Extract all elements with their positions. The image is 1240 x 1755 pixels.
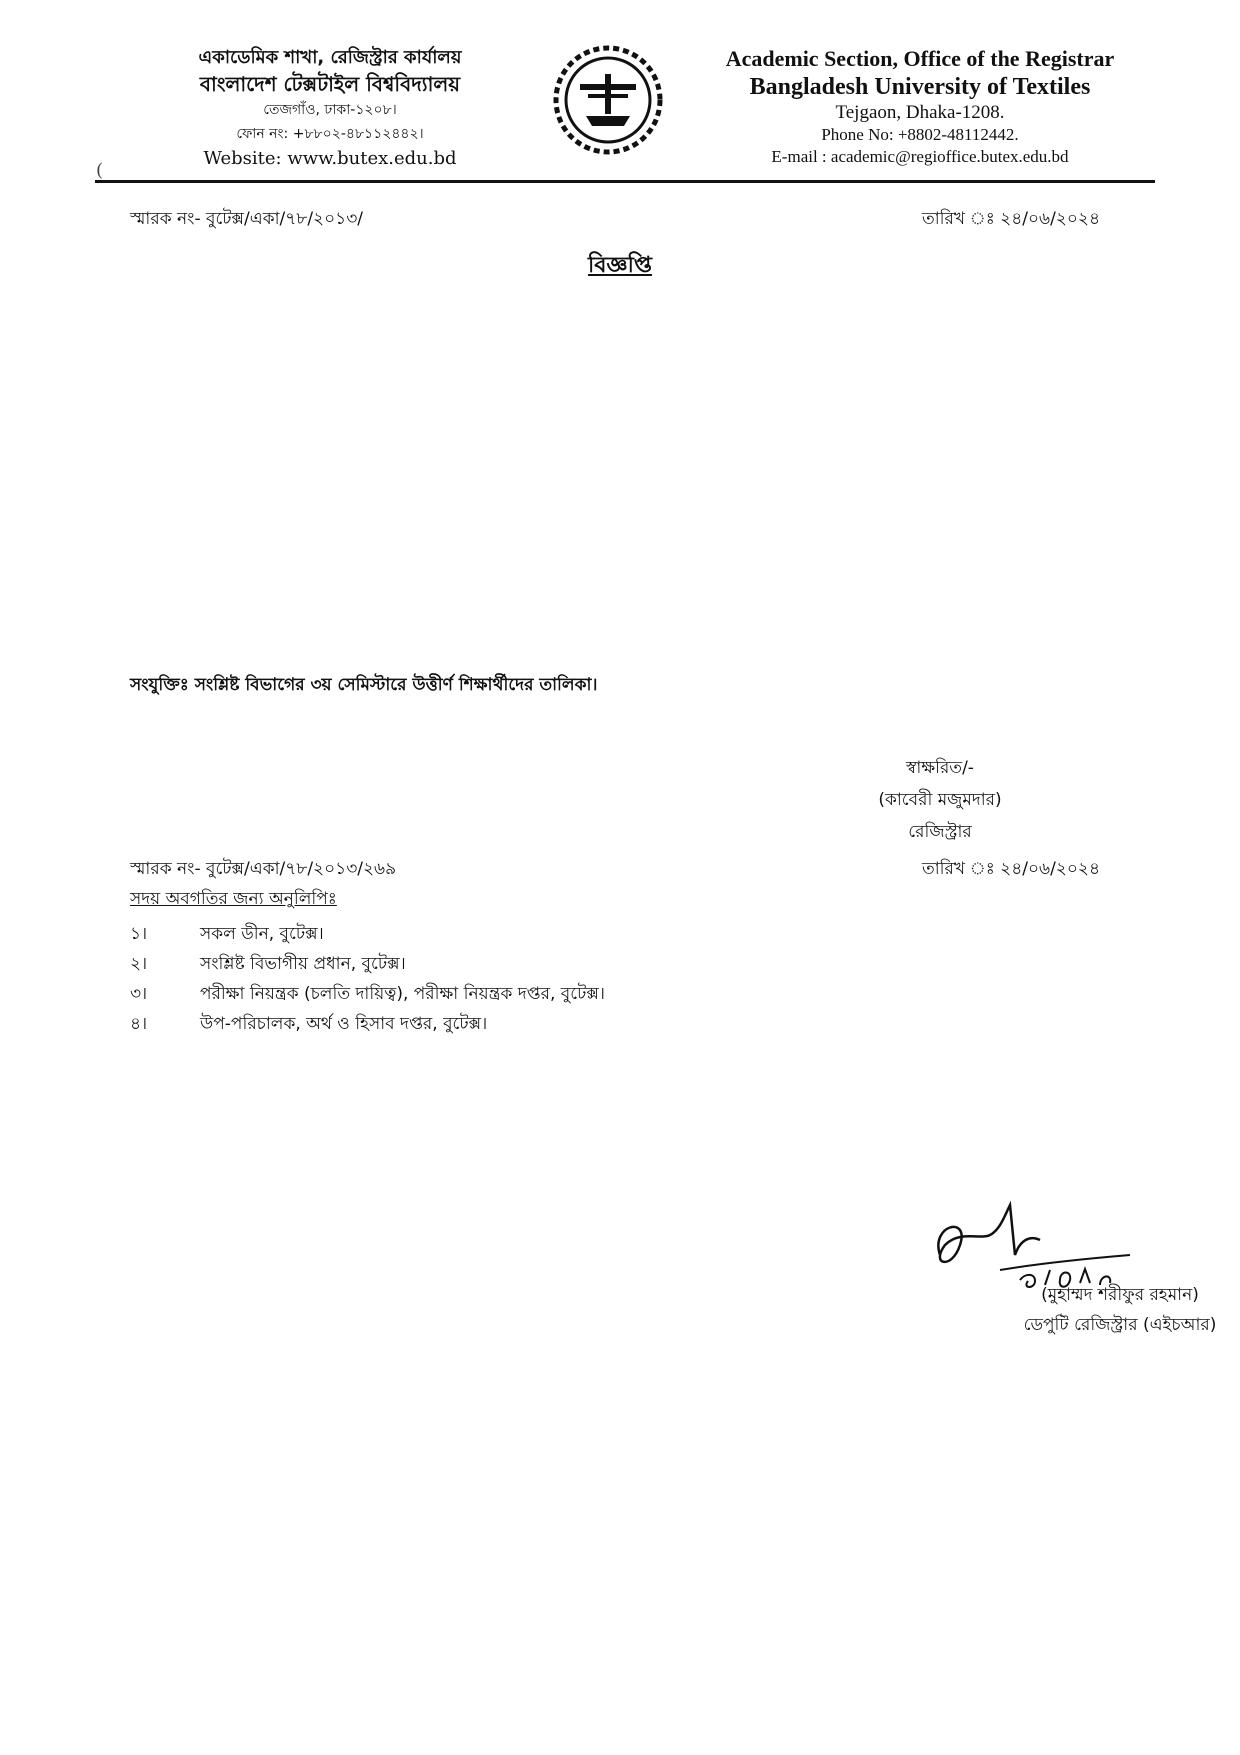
memo-date: তারিখ ঃ ২৪/০৬/২০২৪ xyxy=(922,209,1100,229)
english-email: E-mail : academic@regioffice.butex.edu.bd xyxy=(771,147,1069,166)
list-item xyxy=(130,920,605,950)
registrar-designation: রেজিস্ট্রার xyxy=(908,822,972,842)
signed-mark: স্বাক্ষরিত/- xyxy=(906,758,974,778)
bangla-university: বাংলাদেশ টেক্সটাইল বিশ্ববিদ্যালয় xyxy=(199,72,461,96)
list-item xyxy=(130,950,605,980)
list-item xyxy=(130,980,605,1010)
list-item-number: ৪। xyxy=(130,1014,148,1034)
registrar-name: (কাবেরী মজুমদার) xyxy=(878,790,1002,810)
english-office: Academic Section, Office of the Registrar xyxy=(725,46,1115,71)
deputy-registrar-block xyxy=(1000,1280,1240,1340)
university-seal-icon xyxy=(552,44,664,156)
list-item-text: পরীক্ষা নিয়ন্ত্রক (চলতি দায়িত্ব), পরীক্ষা নিয়ন্ত্রক দপ্তর, বুটেক্স। xyxy=(200,984,605,1004)
margin-mark: ( xyxy=(96,160,104,181)
list-item-number: ২। xyxy=(130,954,148,974)
list-item-text: উপ-পরিচালক, অর্থ ও হিসাব দপ্তর, বুটেক্স। xyxy=(200,1014,488,1034)
copy-heading: সদয় অবগতির জন্য অনুলিপিঃ xyxy=(130,889,337,909)
notice-title-text: বিজ্ঞপ্তি xyxy=(588,253,652,278)
deputy-registrar-designation: ডেপুটি রেজিস্ট্রার (এইচআর) xyxy=(1023,1315,1217,1335)
memo-reference: স্মারক নং- বুটেক্স/একা/৭৮/২০১৩/ xyxy=(130,209,363,229)
bangla-office: একাডেমিক শাখা, রেজিস্ট্রার কার্যালয় xyxy=(198,47,462,68)
header-english xyxy=(700,46,1140,168)
copy-memo-reference: স্মারক নং- বুটেক্স/একা/৭৮/২০১৩/২৬৯ xyxy=(130,859,397,879)
english-phone: Phone No: +8802-48112442. xyxy=(821,125,1019,144)
copy-list xyxy=(130,920,605,1040)
header-divider xyxy=(95,180,1155,183)
list-item xyxy=(130,1010,605,1040)
notice-title xyxy=(0,248,1240,285)
list-item-text: সংশ্লিষ্ট বিভাগীয় প্রধান, বুটেক্স। xyxy=(200,954,406,974)
list-item-number: ৩। xyxy=(130,984,148,1004)
attachment-note: সংযুক্তিঃ সংশ্লিষ্ট বিভাগের ৩য় সেমিস্টারে উত্তীর্ণ শিক্ষার্থীদের তালিকা। xyxy=(130,675,598,695)
deputy-registrar-name: (মুহাম্মদ শরীফুর রহমান) xyxy=(1041,1285,1199,1305)
header-bangla xyxy=(150,46,510,172)
registrar-signature-block xyxy=(820,752,1060,848)
english-university: Bangladesh University of Textiles xyxy=(749,74,1091,100)
bangla-address: তেজগাঁও, ঢাকা-১২০৮। xyxy=(263,102,397,118)
bangla-website: Website: www.butex.edu.bd xyxy=(203,148,457,169)
list-item-text: সকল ডীন, বুটেক্স। xyxy=(200,924,324,944)
bangla-phone: ফোন নং: +৮৮০২-৪৮১১২৪৪২। xyxy=(236,126,424,142)
copy-memo-date: তারিখ ঃ ২৪/০৬/২০২৪ xyxy=(922,859,1100,879)
list-item-number: ১। xyxy=(130,924,148,944)
english-address: Tejgaon, Dhaka-1208. xyxy=(835,102,1005,123)
